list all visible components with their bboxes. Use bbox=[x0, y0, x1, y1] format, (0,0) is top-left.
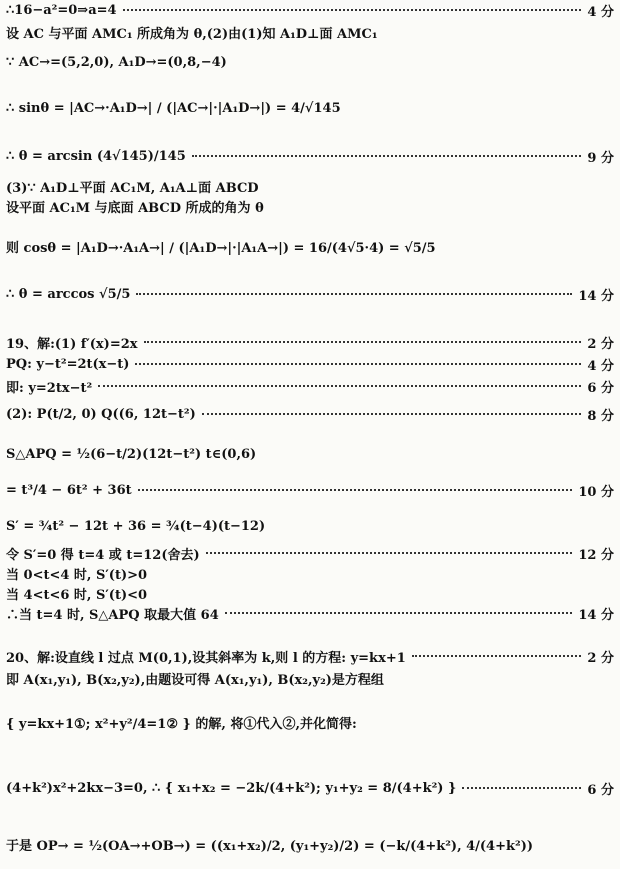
score-points: 10 分 bbox=[578, 484, 614, 500]
line-24 bbox=[6, 778, 614, 798]
score-points: 14 分 bbox=[578, 288, 614, 304]
line-text: 于是 OP→ = ½(OA→+OB→) = ((x₁+x₂)/2, (y₁+y₂)/2) = (−k/(4+k²), 4/(4+k²)) bbox=[6, 838, 534, 854]
score-points: 8 分 bbox=[587, 408, 614, 424]
line-1 bbox=[6, 0, 614, 20]
line-23 bbox=[6, 712, 614, 732]
line-text: S△APQ = ½(6−t/2)(12t−t²) t∈(0,6) bbox=[6, 446, 257, 462]
line-text: (3)∵ A₁D⊥平面 AC₁M, A₁A⊥面 ABCD bbox=[6, 180, 259, 196]
line-4 bbox=[6, 98, 614, 118]
line-21 bbox=[6, 646, 614, 666]
line-10 bbox=[6, 332, 614, 352]
line-text: 令 S′=0 得 t=4 或 t=12(舍去) bbox=[6, 547, 200, 563]
dot-leader bbox=[202, 413, 582, 415]
line-14 bbox=[6, 444, 614, 464]
score-points: 4 分 bbox=[587, 358, 614, 374]
line-text: = t³/4 − 6t² + 36t bbox=[6, 482, 132, 498]
line-text: 19、解:(1) f′(x)=2x bbox=[6, 336, 138, 352]
line-16 bbox=[6, 516, 614, 536]
line-text: 20、解:设直线 l 过点 M(0,1),设其斜率为 k,则 l 的方程: y=kx+1 bbox=[6, 650, 406, 666]
line-22 bbox=[6, 668, 614, 688]
line-9 bbox=[6, 284, 614, 304]
dot-leader bbox=[138, 489, 573, 491]
line-text: 设 AC 与平面 AMC₁ 所成角为 θ,(2)由(1)知 A₁D⊥面 AMC₁ bbox=[6, 26, 378, 42]
score-points: 2 分 bbox=[587, 650, 614, 666]
line-25 bbox=[6, 834, 614, 854]
dot-leader bbox=[462, 787, 581, 789]
line-17 bbox=[6, 543, 614, 563]
line-text: 即 A(x₁,y₁), B(x₂,y₂),由题设可得 A(x₁,y₁), B(x₂,y₂)是方程组 bbox=[6, 672, 384, 688]
line-text: 即: y=2tx−t² bbox=[6, 380, 93, 396]
score-points: 12 分 bbox=[578, 547, 614, 563]
line-7 bbox=[6, 196, 614, 216]
line-text: (4+k²)x²+2kx−3=0, ∴ { x₁+x₂ = −2k/(4+k²); y₁+y₂ = 8/(4+k²) } bbox=[6, 780, 457, 796]
line-13 bbox=[6, 404, 614, 424]
dot-leader bbox=[135, 363, 581, 365]
line-text: ∴ sinθ = |AC→·A₁D→| / (|AC→|·|A₁D→|) = 4/√145 bbox=[6, 100, 341, 116]
line-text: (2): P(t/2, 0) Q((6, 12t−t²) bbox=[6, 406, 196, 422]
line-text: ∴ θ = arcsin (4√145)/145 bbox=[6, 148, 186, 164]
line-text: 则 cosθ = |A₁D→·A₁A→| / (|A₁D→|·|A₁A→|) = 16/(4√5·4) = √5/5 bbox=[6, 240, 436, 256]
line-text: { y=kx+1①; x²+y²/4=1② } 的解, 将①代入②,并化简得: bbox=[6, 716, 357, 732]
dot-leader bbox=[225, 612, 573, 614]
score-points: 4 分 bbox=[587, 4, 614, 20]
line-text: 当 4<t<6 时, S′(t)<0 bbox=[6, 587, 148, 603]
line-12 bbox=[6, 376, 614, 396]
line-text: S′ = ¾t² − 12t + 36 = ¾(t−4)(t−12) bbox=[6, 518, 266, 534]
line-15 bbox=[6, 480, 614, 500]
line-19 bbox=[6, 583, 614, 603]
line-text: 当 0<t<4 时, S′(t)>0 bbox=[6, 567, 148, 583]
line-18 bbox=[6, 563, 614, 583]
line-text: 设平面 AC₁M 与底面 ABCD 所成的角为 θ bbox=[6, 200, 264, 216]
line-text: PQ: y−t²=2t(x−t) bbox=[6, 356, 130, 372]
line-2 bbox=[6, 22, 614, 42]
line-6 bbox=[6, 176, 614, 196]
line-text: ∴16−a²=0⇒a=4 bbox=[6, 2, 117, 18]
dot-leader bbox=[412, 655, 582, 657]
line-8 bbox=[6, 236, 614, 256]
dot-leader bbox=[144, 341, 582, 343]
line-11 bbox=[6, 354, 614, 374]
score-points: 9 分 bbox=[587, 150, 614, 166]
score-points: 6 分 bbox=[587, 380, 614, 396]
dot-leader bbox=[136, 293, 572, 295]
line-text: ∴当 t=4 时, S△APQ 取最大值 64 bbox=[6, 607, 219, 623]
score-points: 2 分 bbox=[587, 336, 614, 352]
line-text: ∵ AC→=(5,2,0), A₁D→=(0,8,−4) bbox=[6, 54, 227, 70]
score-points: 6 分 bbox=[587, 782, 614, 798]
line-3 bbox=[6, 52, 614, 72]
line-5 bbox=[6, 146, 614, 166]
dot-leader bbox=[98, 385, 581, 387]
line-text: ∴ θ = arccos √5/5 bbox=[6, 286, 131, 302]
dot-leader bbox=[192, 155, 582, 157]
dot-leader bbox=[206, 552, 573, 554]
dot-leader bbox=[123, 9, 582, 11]
line-20 bbox=[6, 603, 614, 623]
score-points: 14 分 bbox=[578, 607, 614, 623]
